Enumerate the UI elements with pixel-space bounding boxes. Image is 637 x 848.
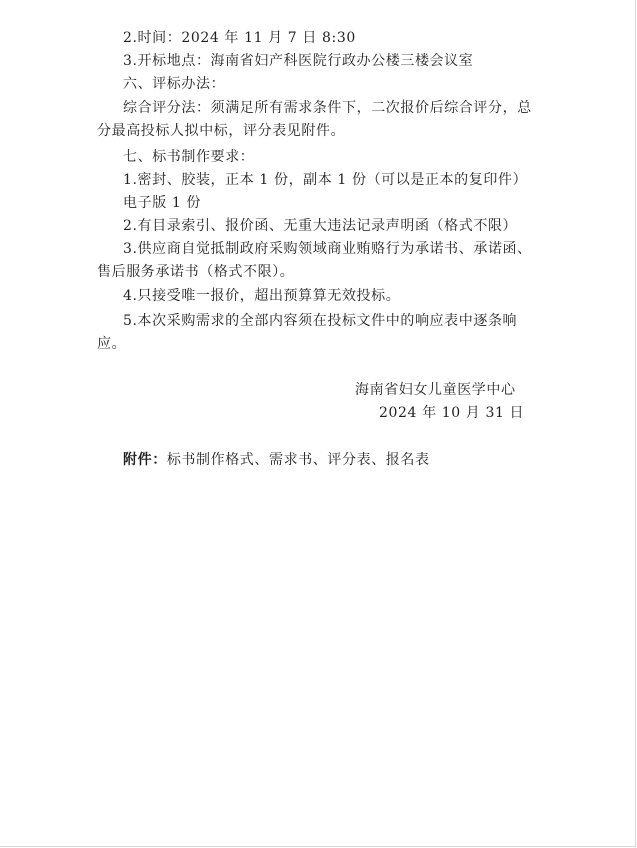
requirement-item-2: 2.有目录索引、报价函、无重大违法记录声明函（格式不限） <box>123 218 518 234</box>
attachment-text: 标书制作格式、需求书、评分表、报名表 <box>166 452 430 468</box>
section-heading-requirements: 七、标书制作要求： <box>123 149 255 165</box>
requirement-item-5-continued: 应。 <box>97 336 127 352</box>
evaluation-method-continued: 分最高投标人拟中标，评分表见附件。 <box>97 123 346 139</box>
evaluation-method-line: 综合评分法：须满足所有需求条件下，二次报价后综合评分，总 <box>123 100 532 116</box>
requirement-item-4: 4.只接受唯一报价，超出预算算无效投标。 <box>123 288 401 304</box>
attachment-line <box>123 451 430 469</box>
requirement-item-1-continued: 电子版 1 份 <box>123 195 202 211</box>
signature-date: 2024 年 10 月 31 日 <box>379 405 525 421</box>
requirement-item-3-continued: 售后服务承诺书（格式不限）。 <box>97 264 295 280</box>
requirement-item-5: 5.本次采购需求的全部内容须在投标文件中的响应表中逐条响 <box>123 313 518 329</box>
opening-location-line: 3.开标地点：海南省妇产科医院行政办公楼三楼会议室 <box>123 53 474 69</box>
section-heading-evaluation: 六、评标办法： <box>123 76 226 92</box>
requirement-item-1: 1.密封、胶装，正本 1 份，副本 1 份（可以是正本的复印件） <box>123 172 528 188</box>
signature-organization: 海南省妇女儿童医学中心 <box>355 382 516 398</box>
requirement-item-3: 3.供应商自觉抵制政府采购领域商业贿赂行为承诺书、承诺函、 <box>123 241 532 257</box>
opening-time-line: 2.时间：2024 年 11 月 7 日 8:30 <box>123 30 356 46</box>
attachment-label: 附件： <box>123 452 167 468</box>
